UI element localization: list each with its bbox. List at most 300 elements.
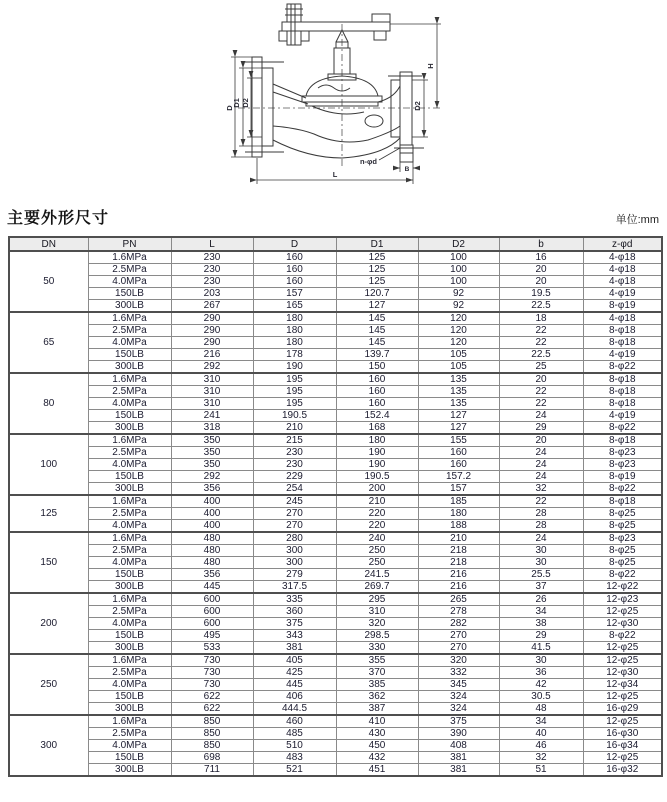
col-header-d1: D1 <box>336 237 418 251</box>
value-cell: 8-φ23 <box>583 447 662 459</box>
col-header-b: b <box>499 237 583 251</box>
pn-cell: 300LB <box>88 764 171 777</box>
value-cell: 34 <box>499 606 583 618</box>
value-cell: 445 <box>253 679 336 691</box>
value-cell: 190.5 <box>253 410 336 422</box>
pn-cell: 4.0MPa <box>88 276 171 288</box>
value-cell: 180 <box>418 508 499 520</box>
value-cell: 16-φ32 <box>583 764 662 777</box>
value-cell: 220 <box>336 508 418 520</box>
value-cell: 20 <box>499 276 583 288</box>
value-cell: 300 <box>253 557 336 569</box>
value-cell: 32 <box>499 483 583 496</box>
value-cell: 188 <box>418 520 499 533</box>
table-row <box>9 728 662 740</box>
value-cell: 25.5 <box>499 569 583 581</box>
value-cell: 230 <box>171 251 253 264</box>
dn-cell: 80 <box>9 373 88 434</box>
dn-cell: 150 <box>9 532 88 593</box>
value-cell: 310 <box>171 373 253 386</box>
table-row <box>9 703 662 716</box>
value-cell: 29 <box>499 422 583 435</box>
value-cell: 622 <box>171 703 253 716</box>
value-cell: 8-φ25 <box>583 520 662 533</box>
value-cell: 16-φ29 <box>583 703 662 716</box>
table-row <box>9 300 662 313</box>
pn-cell: 150LB <box>88 471 171 483</box>
pn-cell: 2.5MPa <box>88 386 171 398</box>
value-cell: 335 <box>253 593 336 606</box>
value-cell: 150 <box>336 361 418 374</box>
value-cell: 375 <box>253 618 336 630</box>
value-cell: 8-φ18 <box>583 373 662 386</box>
value-cell: 310 <box>171 398 253 410</box>
value-cell: 30 <box>499 557 583 569</box>
value-cell: 360 <box>253 606 336 618</box>
pn-cell: 2.5MPa <box>88 667 171 679</box>
value-cell: 229 <box>253 471 336 483</box>
value-cell: 370 <box>336 667 418 679</box>
value-cell: 24 <box>499 410 583 422</box>
value-cell: 127 <box>418 410 499 422</box>
valve-technical-drawing <box>0 0 667 196</box>
value-cell: 451 <box>336 764 418 777</box>
value-cell: 390 <box>418 728 499 740</box>
value-cell: 4-φ18 <box>583 264 662 276</box>
value-cell: 12-φ25 <box>583 752 662 764</box>
pn-cell: 300LB <box>88 581 171 594</box>
pn-cell: 2.5MPa <box>88 325 171 337</box>
value-cell: 178 <box>253 349 336 361</box>
value-cell: 483 <box>253 752 336 764</box>
pn-cell: 300LB <box>88 483 171 496</box>
pn-cell: 300LB <box>88 703 171 716</box>
table-row <box>9 410 662 422</box>
value-cell: 730 <box>171 654 253 667</box>
table-row <box>9 422 662 435</box>
value-cell: 425 <box>253 667 336 679</box>
value-cell: 510 <box>253 740 336 752</box>
value-cell: 480 <box>171 545 253 557</box>
value-cell: 8-φ18 <box>583 495 662 508</box>
table-row <box>9 337 662 349</box>
value-cell: 24 <box>499 447 583 459</box>
table-row <box>9 606 662 618</box>
table-row <box>9 312 662 325</box>
pn-cell: 4.0MPa <box>88 398 171 410</box>
value-cell: 160 <box>418 447 499 459</box>
value-cell: 278 <box>418 606 499 618</box>
value-cell: 16 <box>499 251 583 264</box>
value-cell: 381 <box>253 642 336 655</box>
value-cell: 298.5 <box>336 630 418 642</box>
value-cell: 241 <box>171 410 253 422</box>
value-cell: 730 <box>171 679 253 691</box>
value-cell: 216 <box>171 349 253 361</box>
table-row <box>9 618 662 630</box>
value-cell: 145 <box>336 337 418 349</box>
pn-cell: 4.0MPa <box>88 740 171 752</box>
pn-cell: 2.5MPa <box>88 264 171 276</box>
value-cell: 12-φ30 <box>583 618 662 630</box>
value-cell: 320 <box>336 618 418 630</box>
pn-cell: 2.5MPa <box>88 545 171 557</box>
value-cell: 30 <box>499 654 583 667</box>
value-cell: 345 <box>418 679 499 691</box>
value-cell: 290 <box>171 325 253 337</box>
value-cell: 22.5 <box>499 349 583 361</box>
value-cell: 160 <box>336 386 418 398</box>
value-cell: 8-φ23 <box>583 459 662 471</box>
value-cell: 216 <box>418 569 499 581</box>
value-cell: 26 <box>499 593 583 606</box>
value-cell: 92 <box>418 300 499 313</box>
value-cell: 318 <box>171 422 253 435</box>
value-cell: 24 <box>499 532 583 545</box>
value-cell: 350 <box>171 459 253 471</box>
value-cell: 4-φ18 <box>583 251 662 264</box>
value-cell: 125 <box>336 264 418 276</box>
pn-cell: 1.6MPa <box>88 312 171 325</box>
value-cell: 157.2 <box>418 471 499 483</box>
value-cell: 12-φ25 <box>583 642 662 655</box>
value-cell: 324 <box>418 703 499 716</box>
value-cell: 300 <box>253 545 336 557</box>
value-cell: 152.4 <box>336 410 418 422</box>
value-cell: 310 <box>336 606 418 618</box>
value-cell: 850 <box>171 728 253 740</box>
pn-cell: 4.0MPa <box>88 520 171 533</box>
value-cell: 432 <box>336 752 418 764</box>
value-cell: 22 <box>499 398 583 410</box>
table-row <box>9 483 662 496</box>
page-title: 主要外形尺寸 <box>7 210 110 227</box>
value-cell: 220 <box>336 520 418 533</box>
dim-label-d2-left: D2 <box>241 98 250 108</box>
value-cell: 270 <box>418 630 499 642</box>
value-cell: 157 <box>253 288 336 300</box>
table-row <box>9 398 662 410</box>
pn-cell: 1.6MPa <box>88 593 171 606</box>
value-cell: 30.5 <box>499 691 583 703</box>
pn-cell: 2.5MPa <box>88 728 171 740</box>
value-cell: 381 <box>418 752 499 764</box>
dn-cell: 100 <box>9 434 88 495</box>
value-cell: 343 <box>253 630 336 642</box>
table-row <box>9 581 662 594</box>
value-cell: 105 <box>418 361 499 374</box>
value-cell: 385 <box>336 679 418 691</box>
dn-cell: 250 <box>9 654 88 715</box>
value-cell: 180 <box>253 337 336 349</box>
value-cell: 28 <box>499 508 583 520</box>
col-header-zphid: z-φd <box>583 237 662 251</box>
value-cell: 356 <box>171 569 253 581</box>
table-row <box>9 557 662 569</box>
value-cell: 269.7 <box>336 581 418 594</box>
value-cell: 290 <box>171 312 253 325</box>
pn-cell: 1.6MPa <box>88 373 171 386</box>
value-cell: 168 <box>336 422 418 435</box>
table-row <box>9 386 662 398</box>
value-cell: 22 <box>499 495 583 508</box>
value-cell: 387 <box>336 703 418 716</box>
value-cell: 200 <box>336 483 418 496</box>
value-cell: 210 <box>418 532 499 545</box>
value-cell: 317.5 <box>253 581 336 594</box>
value-cell: 160 <box>253 276 336 288</box>
value-cell: 139.7 <box>336 349 418 361</box>
pn-cell: 150LB <box>88 752 171 764</box>
value-cell: 270 <box>253 508 336 520</box>
table-row <box>9 667 662 679</box>
table-row <box>9 459 662 471</box>
value-cell: 180 <box>336 434 418 447</box>
pn-cell: 150LB <box>88 569 171 581</box>
value-cell: 460 <box>253 715 336 728</box>
pn-cell: 4.0MPa <box>88 557 171 569</box>
value-cell: 100 <box>418 276 499 288</box>
pn-cell: 300LB <box>88 422 171 435</box>
pn-cell: 150LB <box>88 349 171 361</box>
value-cell: 400 <box>171 508 253 520</box>
value-cell: 332 <box>418 667 499 679</box>
dim-label-d2-right: D2 <box>413 101 422 111</box>
value-cell: 240 <box>336 532 418 545</box>
value-cell: 195 <box>253 373 336 386</box>
table-row <box>9 654 662 667</box>
value-cell: 430 <box>336 728 418 740</box>
value-cell: 215 <box>253 434 336 447</box>
pn-cell: 150LB <box>88 288 171 300</box>
value-cell: 8-φ22 <box>583 361 662 374</box>
value-cell: 195 <box>253 398 336 410</box>
table-row <box>9 569 662 581</box>
value-cell: 190 <box>336 459 418 471</box>
table-body <box>9 251 662 776</box>
value-cell: 230 <box>171 264 253 276</box>
value-cell: 320 <box>418 654 499 667</box>
value-cell: 185 <box>418 495 499 508</box>
value-cell: 135 <box>418 386 499 398</box>
value-cell: 218 <box>418 545 499 557</box>
value-cell: 279 <box>253 569 336 581</box>
table-row <box>9 679 662 691</box>
value-cell: 400 <box>171 520 253 533</box>
pn-cell: 4.0MPa <box>88 618 171 630</box>
value-cell: 41.5 <box>499 642 583 655</box>
pn-cell: 1.6MPa <box>88 654 171 667</box>
value-cell: 16-φ34 <box>583 740 662 752</box>
value-cell: 22 <box>499 337 583 349</box>
value-cell: 160 <box>336 398 418 410</box>
table-row <box>9 264 662 276</box>
value-cell: 405 <box>253 654 336 667</box>
table-row <box>9 752 662 764</box>
value-cell: 445 <box>171 581 253 594</box>
pn-cell: 2.5MPa <box>88 606 171 618</box>
value-cell: 267 <box>171 300 253 313</box>
pn-cell: 4.0MPa <box>88 337 171 349</box>
dn-cell: 65 <box>9 312 88 373</box>
value-cell: 355 <box>336 654 418 667</box>
value-cell: 180 <box>253 325 336 337</box>
unit-note: 单位:mm <box>615 214 659 226</box>
value-cell: 36 <box>499 667 583 679</box>
table-row <box>9 288 662 300</box>
value-cell: 92 <box>418 288 499 300</box>
value-cell: 37 <box>499 581 583 594</box>
table-row <box>9 361 662 374</box>
value-cell: 203 <box>171 288 253 300</box>
table-row <box>9 691 662 703</box>
value-cell: 8-φ18 <box>583 337 662 349</box>
value-cell: 127 <box>418 422 499 435</box>
pn-cell: 150LB <box>88 630 171 642</box>
pn-cell: 2.5MPa <box>88 508 171 520</box>
dim-label-h: H <box>426 63 435 69</box>
dn-cell: 50 <box>9 251 88 312</box>
value-cell: 30 <box>499 545 583 557</box>
value-cell: 100 <box>418 251 499 264</box>
value-cell: 330 <box>336 642 418 655</box>
pn-cell: 150LB <box>88 410 171 422</box>
value-cell: 20 <box>499 264 583 276</box>
value-cell: 145 <box>336 312 418 325</box>
value-cell: 12-φ25 <box>583 691 662 703</box>
value-cell: 356 <box>171 483 253 496</box>
col-header-d: D <box>253 237 336 251</box>
table-row <box>9 325 662 337</box>
value-cell: 290 <box>171 337 253 349</box>
value-cell: 250 <box>336 545 418 557</box>
pn-cell: 1.6MPa <box>88 434 171 447</box>
value-cell: 157 <box>418 483 499 496</box>
value-cell: 145 <box>336 325 418 337</box>
value-cell: 42 <box>499 679 583 691</box>
value-cell: 160 <box>253 251 336 264</box>
col-header-d2: D2 <box>418 237 499 251</box>
value-cell: 450 <box>336 740 418 752</box>
table-row <box>9 764 662 777</box>
value-cell: 254 <box>253 483 336 496</box>
value-cell: 165 <box>253 300 336 313</box>
value-cell: 295 <box>336 593 418 606</box>
value-cell: 444.5 <box>253 703 336 716</box>
table-header-row <box>9 237 662 251</box>
value-cell: 711 <box>171 764 253 777</box>
value-cell: 12-φ30 <box>583 667 662 679</box>
col-header-pn: PN <box>88 237 171 251</box>
pn-cell: 150LB <box>88 691 171 703</box>
value-cell: 400 <box>171 495 253 508</box>
dn-cell: 300 <box>9 715 88 776</box>
table-row <box>9 471 662 483</box>
value-cell: 210 <box>336 495 418 508</box>
value-cell: 480 <box>171 532 253 545</box>
value-cell: 195 <box>253 386 336 398</box>
value-cell: 410 <box>336 715 418 728</box>
dim-label-bolt-holes: n-φd <box>359 157 377 166</box>
dimensions-table <box>8 236 663 777</box>
table-row <box>9 740 662 752</box>
value-cell: 24 <box>499 459 583 471</box>
value-cell: 8-φ18 <box>583 434 662 447</box>
value-cell: 51 <box>499 764 583 777</box>
pn-cell: 4.0MPa <box>88 679 171 691</box>
value-cell: 190 <box>336 447 418 459</box>
value-cell: 8-φ18 <box>583 325 662 337</box>
value-cell: 12-φ34 <box>583 679 662 691</box>
value-cell: 25 <box>499 361 583 374</box>
value-cell: 350 <box>171 447 253 459</box>
pn-cell: 300LB <box>88 642 171 655</box>
value-cell: 408 <box>418 740 499 752</box>
value-cell: 40 <box>499 728 583 740</box>
table-row <box>9 532 662 545</box>
table-row <box>9 715 662 728</box>
value-cell: 230 <box>253 447 336 459</box>
value-cell: 218 <box>418 557 499 569</box>
value-cell: 250 <box>336 557 418 569</box>
value-cell: 105 <box>418 349 499 361</box>
table-row <box>9 545 662 557</box>
value-cell: 850 <box>171 740 253 752</box>
value-cell: 265 <box>418 593 499 606</box>
value-cell: 120 <box>418 325 499 337</box>
value-cell: 241.5 <box>336 569 418 581</box>
value-cell: 8-φ23 <box>583 532 662 545</box>
value-cell: 180 <box>253 312 336 325</box>
value-cell: 120.7 <box>336 288 418 300</box>
value-cell: 600 <box>171 593 253 606</box>
value-cell: 120 <box>418 312 499 325</box>
value-cell: 12-φ22 <box>583 581 662 594</box>
value-cell: 20 <box>499 373 583 386</box>
pn-cell: 1.6MPa <box>88 532 171 545</box>
value-cell: 381 <box>418 764 499 777</box>
value-cell: 270 <box>253 520 336 533</box>
value-cell: 135 <box>418 398 499 410</box>
value-cell: 160 <box>253 264 336 276</box>
table-row <box>9 593 662 606</box>
table-row <box>9 251 662 264</box>
value-cell: 38 <box>499 618 583 630</box>
value-cell: 18 <box>499 312 583 325</box>
value-cell: 698 <box>171 752 253 764</box>
value-cell: 350 <box>171 434 253 447</box>
dim-label-l: L <box>332 170 338 179</box>
pn-cell: 2.5MPa <box>88 447 171 459</box>
table-row <box>9 447 662 459</box>
value-cell: 135 <box>418 373 499 386</box>
value-cell: 190 <box>253 361 336 374</box>
dim-label-b: B <box>404 166 410 173</box>
value-cell: 125 <box>336 276 418 288</box>
table-row <box>9 276 662 288</box>
table-row <box>9 495 662 508</box>
dim-label-d1: D1 <box>232 98 241 108</box>
value-cell: 485 <box>253 728 336 740</box>
value-cell: 22 <box>499 386 583 398</box>
table-row <box>9 630 662 642</box>
value-cell: 16-φ30 <box>583 728 662 740</box>
value-cell: 12-φ25 <box>583 715 662 728</box>
pn-cell: 4.0MPa <box>88 459 171 471</box>
value-cell: 406 <box>253 691 336 703</box>
pn-cell: 300LB <box>88 300 171 313</box>
value-cell: 29 <box>499 630 583 642</box>
